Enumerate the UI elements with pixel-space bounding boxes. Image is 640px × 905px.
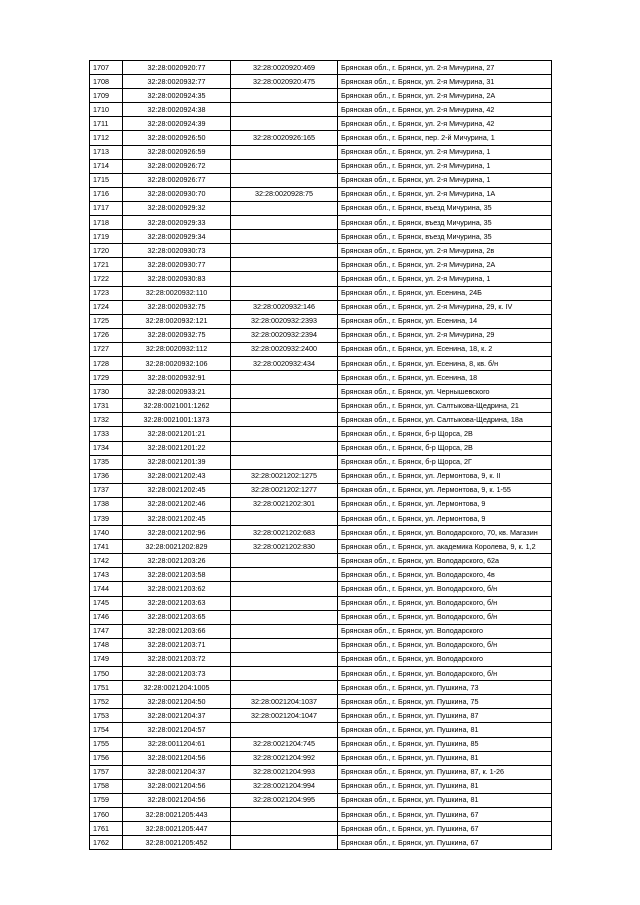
row-number-cell: 1718 — [90, 216, 123, 230]
building-cadastral-number-cell: 32:28:0020920:475 — [231, 75, 338, 89]
address-cell: Брянская обл., г. Брянск, ул. 2-я Мичурина, 42 — [338, 103, 552, 117]
building-cadastral-number-cell — [231, 624, 338, 638]
land-cadastral-number-cell: 32:28:0021203:73 — [123, 667, 231, 681]
building-cadastral-number-cell: 32:28:0020932:2393 — [231, 314, 338, 328]
row-number-cell: 1750 — [90, 667, 123, 681]
row-number-cell: 1744 — [90, 582, 123, 596]
address-cell: Брянская обл., г. Брянск, б-р Щорса, 2В — [338, 427, 552, 441]
land-cadastral-number-cell: 32:28:0021203:62 — [123, 582, 231, 596]
row-number-cell: 1723 — [90, 286, 123, 300]
land-cadastral-number-cell: 32:28:0021203:63 — [123, 596, 231, 610]
row-number-cell: 1745 — [90, 596, 123, 610]
address-cell: Брянская обл., г. Брянск, ул. Володарского, 62а — [338, 554, 552, 568]
address-cell: Брянская обл., г. Брянск, ул. 2-я Мичурина, 1 — [338, 173, 552, 187]
row-number-cell: 1756 — [90, 751, 123, 765]
row-number-cell: 1738 — [90, 497, 123, 511]
building-cadastral-number-cell — [231, 723, 338, 737]
address-cell: Брянская обл., г. Брянск, ул. 2-я Мичурина, 2А — [338, 258, 552, 272]
building-cadastral-number-cell: 32:28:0020932:146 — [231, 300, 338, 314]
row-number-cell: 1741 — [90, 540, 123, 554]
table-row — [90, 709, 552, 723]
building-cadastral-number-cell: 32:28:0021202:301 — [231, 497, 338, 511]
building-cadastral-number-cell — [231, 230, 338, 244]
row-number-cell: 1761 — [90, 822, 123, 836]
row-number-cell: 1726 — [90, 328, 123, 342]
land-cadastral-number-cell: 32:28:0021202:45 — [123, 512, 231, 526]
address-cell: Брянская обл., г. Брянск, ул. Лермонтова, 9 — [338, 512, 552, 526]
row-number-cell: 1740 — [90, 526, 123, 540]
address-cell: Брянская обл., г. Брянск, ул. 2-я Мичурина, 1А — [338, 187, 552, 201]
building-cadastral-number-cell — [231, 145, 338, 159]
row-number-cell: 1737 — [90, 483, 123, 497]
row-number-cell: 1724 — [90, 300, 123, 314]
land-cadastral-number-cell: 32:28:0020930:70 — [123, 187, 231, 201]
table-row — [90, 244, 552, 258]
table-row — [90, 159, 552, 173]
row-number-cell: 1757 — [90, 765, 123, 779]
address-cell: Брянская обл., г. Брянск, въезд Мичурина, 35 — [338, 230, 552, 244]
table-row — [90, 89, 552, 103]
land-cadastral-number-cell: 32:28:0021201:22 — [123, 441, 231, 455]
building-cadastral-number-cell — [231, 582, 338, 596]
land-cadastral-number-cell: 32:28:0020924:38 — [123, 103, 231, 117]
address-cell: Брянская обл., г. Брянск, ул. Лермонтова, 9, к. 1-55 — [338, 483, 552, 497]
building-cadastral-number-cell — [231, 216, 338, 230]
row-number-cell: 1728 — [90, 356, 123, 370]
address-cell: Брянская обл., г. Брянск, ул. Лермонтова, 9 — [338, 497, 552, 511]
building-cadastral-number-cell — [231, 103, 338, 117]
land-cadastral-number-cell: 32:28:0020930:73 — [123, 244, 231, 258]
land-cadastral-number-cell: 32:28:0011204:61 — [123, 737, 231, 751]
row-number-cell: 1722 — [90, 272, 123, 286]
table-row — [90, 512, 552, 526]
row-number-cell: 1707 — [90, 61, 123, 75]
land-cadastral-number-cell: 32:28:0021204:56 — [123, 779, 231, 793]
land-cadastral-number-cell: 32:28:0020932:75 — [123, 328, 231, 342]
table-row — [90, 765, 552, 779]
address-cell: Брянская обл., г. Брянск, ул. Володарского, б/н — [338, 667, 552, 681]
land-cadastral-number-cell: 32:28:0021204:56 — [123, 751, 231, 765]
land-cadastral-number-cell: 32:28:0021201:39 — [123, 455, 231, 469]
address-cell: Брянская обл., г. Брянск, ул. Есенина, 24Б — [338, 286, 552, 300]
address-cell: Брянская обл., г. Брянск, ул. Салтыкова-Щедрина, 21 — [338, 399, 552, 413]
table-row — [90, 667, 552, 681]
address-cell: Брянская обл., г. Брянск, ул. Володарского, б/н — [338, 582, 552, 596]
land-cadastral-number-cell: 32:28:0021203:71 — [123, 638, 231, 652]
building-cadastral-number-cell — [231, 413, 338, 427]
address-cell: Брянская обл., г. Брянск, ул. 2-я Мичурина, 1 — [338, 159, 552, 173]
address-cell: Брянская обл., г. Брянск, ул. Пушкина, 81 — [338, 793, 552, 807]
address-cell: Брянская обл., г. Брянск, ул. 2-я Мичурина, 42 — [338, 117, 552, 131]
row-number-cell: 1739 — [90, 512, 123, 526]
address-cell: Брянская обл., г. Брянск, ул. Пушкина, 85 — [338, 737, 552, 751]
row-number-cell: 1727 — [90, 342, 123, 356]
row-number-cell: 1725 — [90, 314, 123, 328]
land-cadastral-number-cell: 32:28:0021203:66 — [123, 624, 231, 638]
building-cadastral-number-cell — [231, 258, 338, 272]
building-cadastral-number-cell: 32:28:0021204:995 — [231, 793, 338, 807]
land-cadastral-number-cell: 32:28:0020932:106 — [123, 356, 231, 370]
land-cadastral-number-cell: 32:28:0020920:77 — [123, 61, 231, 75]
row-number-cell: 1712 — [90, 131, 123, 145]
land-cadastral-number-cell: 32:28:0020933:21 — [123, 385, 231, 399]
building-cadastral-number-cell: 32:28:0020926:165 — [231, 131, 338, 145]
table-row — [90, 540, 552, 554]
land-cadastral-number-cell: 32:28:0021205:452 — [123, 836, 231, 850]
building-cadastral-number-cell — [231, 638, 338, 652]
land-cadastral-number-cell: 32:28:0021001:1373 — [123, 413, 231, 427]
building-cadastral-number-cell: 32:28:0021204:993 — [231, 765, 338, 779]
address-cell: Брянская обл., г. Брянск, ул. Есенина, 18, к. 2 — [338, 342, 552, 356]
land-cadastral-number-cell: 32:28:0021203:58 — [123, 568, 231, 582]
land-cadastral-number-cell: 32:28:0020930:77 — [123, 258, 231, 272]
building-cadastral-number-cell — [231, 667, 338, 681]
building-cadastral-number-cell: 32:28:0021202:683 — [231, 526, 338, 540]
address-cell: Брянская обл., г. Брянск, ул. Володарского — [338, 652, 552, 666]
table-row — [90, 793, 552, 807]
building-cadastral-number-cell: 32:28:0020932:2394 — [231, 328, 338, 342]
table-row — [90, 216, 552, 230]
building-cadastral-number-cell — [231, 836, 338, 850]
row-number-cell: 1753 — [90, 709, 123, 723]
table-row — [90, 807, 552, 821]
building-cadastral-number-cell — [231, 272, 338, 286]
address-cell: Брянская обл., г. Брянск, ул. Пушкина, 81 — [338, 751, 552, 765]
table-row — [90, 328, 552, 342]
address-cell: Брянская обл., г. Брянск, ул. Володарского, б/н — [338, 596, 552, 610]
building-cadastral-number-cell — [231, 286, 338, 300]
land-cadastral-number-cell: 32:28:0020932:110 — [123, 286, 231, 300]
row-number-cell: 1719 — [90, 230, 123, 244]
building-cadastral-number-cell — [231, 512, 338, 526]
building-cadastral-number-cell — [231, 652, 338, 666]
land-cadastral-number-cell: 32:28:0021202:46 — [123, 497, 231, 511]
building-cadastral-number-cell — [231, 568, 338, 582]
table-row — [90, 568, 552, 582]
building-cadastral-number-cell — [231, 610, 338, 624]
table-row — [90, 300, 552, 314]
address-cell: Брянская обл., г. Брянск, ул. Пушкина, 87, к. 1-26 — [338, 765, 552, 779]
table-row — [90, 173, 552, 187]
land-cadastral-number-cell: 32:28:0020929:33 — [123, 216, 231, 230]
address-cell: Брянская обл., г. Брянск, ул. Володарского — [338, 624, 552, 638]
land-cadastral-number-cell: 32:28:0021205:443 — [123, 807, 231, 821]
row-number-cell: 1755 — [90, 737, 123, 751]
row-number-cell: 1751 — [90, 681, 123, 695]
building-cadastral-number-cell — [231, 89, 338, 103]
building-cadastral-number-cell: 32:28:0021204:1047 — [231, 709, 338, 723]
table-row — [90, 399, 552, 413]
address-cell: Брянская обл., г. Брянск, ул. Есенина, 18 — [338, 371, 552, 385]
row-number-cell: 1734 — [90, 441, 123, 455]
row-number-cell: 1760 — [90, 807, 123, 821]
table-row — [90, 582, 552, 596]
land-cadastral-number-cell: 32:28:0021202:96 — [123, 526, 231, 540]
table-row — [90, 695, 552, 709]
address-cell: Брянская обл., г. Брянск, въезд Мичурина, 35 — [338, 216, 552, 230]
row-number-cell: 1729 — [90, 371, 123, 385]
building-cadastral-number-cell: 32:28:0020932:434 — [231, 356, 338, 370]
building-cadastral-number-cell — [231, 173, 338, 187]
row-number-cell: 1713 — [90, 145, 123, 159]
table-row — [90, 455, 552, 469]
address-cell: Брянская обл., г. Брянск, ул. Есенина, 8, кв. б/н — [338, 356, 552, 370]
row-number-cell: 1721 — [90, 258, 123, 272]
address-cell: Брянская обл., г. Брянск, ул. академика Королева, 9, к. 1,2 — [338, 540, 552, 554]
address-cell: Брянская обл., г. Брянск, ул. Чернышевского — [338, 385, 552, 399]
table-row — [90, 723, 552, 737]
building-cadastral-number-cell: 32:28:0020920:469 — [231, 61, 338, 75]
row-number-cell: 1711 — [90, 117, 123, 131]
land-cadastral-number-cell: 32:28:0021204:37 — [123, 709, 231, 723]
address-cell: Брянская обл., г. Брянск, ул. 2-я Мичурина, 29, к. IV — [338, 300, 552, 314]
address-cell: Брянская обл., г. Брянск, ул. 2-я Мичурина, 31 — [338, 75, 552, 89]
table-row — [90, 469, 552, 483]
table-row — [90, 737, 552, 751]
table-row — [90, 286, 552, 300]
address-cell: Брянская обл., г. Брянск, ул. Пушкина, 67 — [338, 822, 552, 836]
table-row — [90, 681, 552, 695]
address-cell: Брянская обл., г. Брянск, ул. Пушкина, 81 — [338, 723, 552, 737]
building-cadastral-number-cell — [231, 385, 338, 399]
land-cadastral-number-cell: 32:28:0020926:77 — [123, 173, 231, 187]
row-number-cell: 1720 — [90, 244, 123, 258]
address-cell: Брянская обл., г. Брянск, ул. Пушкина, 67 — [338, 807, 552, 821]
land-cadastral-number-cell: 32:28:0020924:39 — [123, 117, 231, 131]
table-row — [90, 258, 552, 272]
table-row — [90, 652, 552, 666]
row-number-cell: 1709 — [90, 89, 123, 103]
table-row — [90, 145, 552, 159]
table-row — [90, 385, 552, 399]
land-cadastral-number-cell: 32:28:0021201:21 — [123, 427, 231, 441]
land-cadastral-number-cell: 32:28:0021202:45 — [123, 483, 231, 497]
building-cadastral-number-cell: 32:28:0021204:992 — [231, 751, 338, 765]
table-row — [90, 371, 552, 385]
address-cell: Брянская обл., г. Брянск, ул. 2-я Мичурина, 27 — [338, 61, 552, 75]
land-cadastral-number-cell: 32:28:0021204:56 — [123, 793, 231, 807]
table-row — [90, 554, 552, 568]
row-number-cell: 1732 — [90, 413, 123, 427]
address-cell: Брянская обл., г. Брянск, ул. Пушкина, 75 — [338, 695, 552, 709]
land-cadastral-number-cell: 32:28:0021204:37 — [123, 765, 231, 779]
building-cadastral-number-cell — [231, 244, 338, 258]
building-cadastral-number-cell — [231, 427, 338, 441]
land-cadastral-number-cell: 32:28:0021203:72 — [123, 652, 231, 666]
land-cadastral-number-cell: 32:28:0020932:112 — [123, 342, 231, 356]
building-cadastral-number-cell — [231, 807, 338, 821]
land-cadastral-number-cell: 32:28:0021001:1262 — [123, 399, 231, 413]
document-page — [89, 60, 551, 850]
building-cadastral-number-cell — [231, 455, 338, 469]
row-number-cell: 1746 — [90, 610, 123, 624]
row-number-cell: 1710 — [90, 103, 123, 117]
land-cadastral-number-cell: 32:28:0020926:72 — [123, 159, 231, 173]
address-cell: Брянская обл., г. Брянск, б-р Щорса, 2В — [338, 441, 552, 455]
land-cadastral-number-cell: 32:28:0020932:77 — [123, 75, 231, 89]
address-cell: Брянская обл., г. Брянск, ул. Пушкина, 73 — [338, 681, 552, 695]
table-body — [90, 61, 552, 850]
address-cell: Брянская обл., г. Брянск, ул. Володарского, б/н — [338, 610, 552, 624]
row-number-cell: 1731 — [90, 399, 123, 413]
row-number-cell: 1752 — [90, 695, 123, 709]
row-number-cell: 1759 — [90, 793, 123, 807]
land-cadastral-number-cell: 32:28:0021203:26 — [123, 554, 231, 568]
row-number-cell: 1714 — [90, 159, 123, 173]
building-cadastral-number-cell: 32:28:0020928:75 — [231, 187, 338, 201]
address-cell: Брянская обл., г. Брянск, ул. Пушкина, 87 — [338, 709, 552, 723]
table-row — [90, 822, 552, 836]
building-cadastral-number-cell — [231, 399, 338, 413]
building-cadastral-number-cell: 32:28:0021202:1275 — [231, 469, 338, 483]
table-row — [90, 441, 552, 455]
row-number-cell: 1762 — [90, 836, 123, 850]
building-cadastral-number-cell — [231, 822, 338, 836]
row-number-cell: 1730 — [90, 385, 123, 399]
building-cadastral-number-cell — [231, 117, 338, 131]
address-cell: Брянская обл., г. Брянск, ул. Володарского, б/н — [338, 638, 552, 652]
row-number-cell: 1716 — [90, 187, 123, 201]
row-number-cell: 1758 — [90, 779, 123, 793]
building-cadastral-number-cell: 32:28:0021204:745 — [231, 737, 338, 751]
land-cadastral-number-cell: 32:28:0021204:50 — [123, 695, 231, 709]
land-cadastral-number-cell: 32:28:0021203:65 — [123, 610, 231, 624]
address-cell: Брянская обл., г. Брянск, ул. Володарского, 70, кв. Магазин — [338, 526, 552, 540]
building-cadastral-number-cell — [231, 441, 338, 455]
table-row — [90, 314, 552, 328]
row-number-cell: 1715 — [90, 173, 123, 187]
table-row — [90, 61, 552, 75]
table-row — [90, 751, 552, 765]
address-cell: Брянская обл., г. Брянск, б-р Щорса, 2Г — [338, 455, 552, 469]
land-cadastral-number-cell: 32:28:0020929:34 — [123, 230, 231, 244]
building-cadastral-number-cell — [231, 596, 338, 610]
address-cell: Брянская обл., г. Брянск, ул. 2-я Мичурина, 1 — [338, 272, 552, 286]
row-number-cell: 1735 — [90, 455, 123, 469]
table-row — [90, 103, 552, 117]
land-cadastral-number-cell: 32:28:0020932:91 — [123, 371, 231, 385]
land-cadastral-number-cell: 32:28:0020932:121 — [123, 314, 231, 328]
building-cadastral-number-cell: 32:28:0020932:2400 — [231, 342, 338, 356]
address-cell: Брянская обл., г. Брянск, ул. Володарского, 4в — [338, 568, 552, 582]
row-number-cell: 1748 — [90, 638, 123, 652]
building-cadastral-number-cell: 32:28:0021204:994 — [231, 779, 338, 793]
building-cadastral-number-cell — [231, 371, 338, 385]
building-cadastral-number-cell: 32:28:0021202:830 — [231, 540, 338, 554]
table-row — [90, 483, 552, 497]
table-row — [90, 75, 552, 89]
land-cadastral-number-cell: 32:28:0020930:83 — [123, 272, 231, 286]
table-row — [90, 187, 552, 201]
table-row — [90, 356, 552, 370]
row-number-cell: 1717 — [90, 201, 123, 215]
land-cadastral-number-cell: 32:28:0021204:1005 — [123, 681, 231, 695]
building-cadastral-number-cell: 32:28:0021202:1277 — [231, 483, 338, 497]
address-cell: Брянская обл., г. Брянск, ул. 2-я Мичурина, 29 — [338, 328, 552, 342]
building-cadastral-number-cell — [231, 554, 338, 568]
table-row — [90, 131, 552, 145]
land-cadastral-number-cell: 32:28:0020926:50 — [123, 131, 231, 145]
table-row — [90, 624, 552, 638]
table-row — [90, 526, 552, 540]
table-row — [90, 272, 552, 286]
table-row — [90, 230, 552, 244]
table-row — [90, 497, 552, 511]
address-cell: Брянская обл., г. Брянск, ул. 2-я Мичурина, 2А — [338, 89, 552, 103]
cadastral-table — [89, 60, 552, 850]
address-cell: Брянская обл., г. Брянск, ул. 2-я Мичурина, 1 — [338, 145, 552, 159]
row-number-cell: 1743 — [90, 568, 123, 582]
row-number-cell: 1754 — [90, 723, 123, 737]
address-cell: Брянская обл., г. Брянск, ул. Лермонтова, 9, к. II — [338, 469, 552, 483]
table-row — [90, 201, 552, 215]
address-cell: Брянская обл., г. Брянск, въезд Мичурина, 35 — [338, 201, 552, 215]
address-cell: Брянская обл., г. Брянск, пер. 2-й Мичурина, 1 — [338, 131, 552, 145]
row-number-cell: 1742 — [90, 554, 123, 568]
address-cell: Брянская обл., г. Брянск, ул. Есенина, 14 — [338, 314, 552, 328]
building-cadastral-number-cell — [231, 201, 338, 215]
land-cadastral-number-cell: 32:28:0020929:32 — [123, 201, 231, 215]
land-cadastral-number-cell: 32:28:0021202:43 — [123, 469, 231, 483]
row-number-cell: 1747 — [90, 624, 123, 638]
table-row — [90, 596, 552, 610]
land-cadastral-number-cell: 32:28:0021205:447 — [123, 822, 231, 836]
land-cadastral-number-cell: 32:28:0021204:57 — [123, 723, 231, 737]
land-cadastral-number-cell: 32:28:0020924:35 — [123, 89, 231, 103]
land-cadastral-number-cell: 32:28:0020926:59 — [123, 145, 231, 159]
land-cadastral-number-cell: 32:28:0020932:75 — [123, 300, 231, 314]
address-cell: Брянская обл., г. Брянск, ул. Пушкина, 67 — [338, 836, 552, 850]
table-row — [90, 117, 552, 131]
row-number-cell: 1736 — [90, 469, 123, 483]
building-cadastral-number-cell — [231, 159, 338, 173]
table-row — [90, 779, 552, 793]
building-cadastral-number-cell — [231, 681, 338, 695]
address-cell: Брянская обл., г. Брянск, ул. 2-я Мичурина, 2в — [338, 244, 552, 258]
land-cadastral-number-cell: 32:28:0021202:829 — [123, 540, 231, 554]
address-cell: Брянская обл., г. Брянск, ул. Пушкина, 81 — [338, 779, 552, 793]
table-row — [90, 413, 552, 427]
row-number-cell: 1733 — [90, 427, 123, 441]
row-number-cell: 1749 — [90, 652, 123, 666]
building-cadastral-number-cell: 32:28:0021204:1037 — [231, 695, 338, 709]
table-row — [90, 610, 552, 624]
address-cell: Брянская обл., г. Брянск, ул. Салтыкова-Щедрина, 18а — [338, 413, 552, 427]
table-row — [90, 836, 552, 850]
table-row — [90, 342, 552, 356]
table-row — [90, 638, 552, 652]
row-number-cell: 1708 — [90, 75, 123, 89]
table-row — [90, 427, 552, 441]
